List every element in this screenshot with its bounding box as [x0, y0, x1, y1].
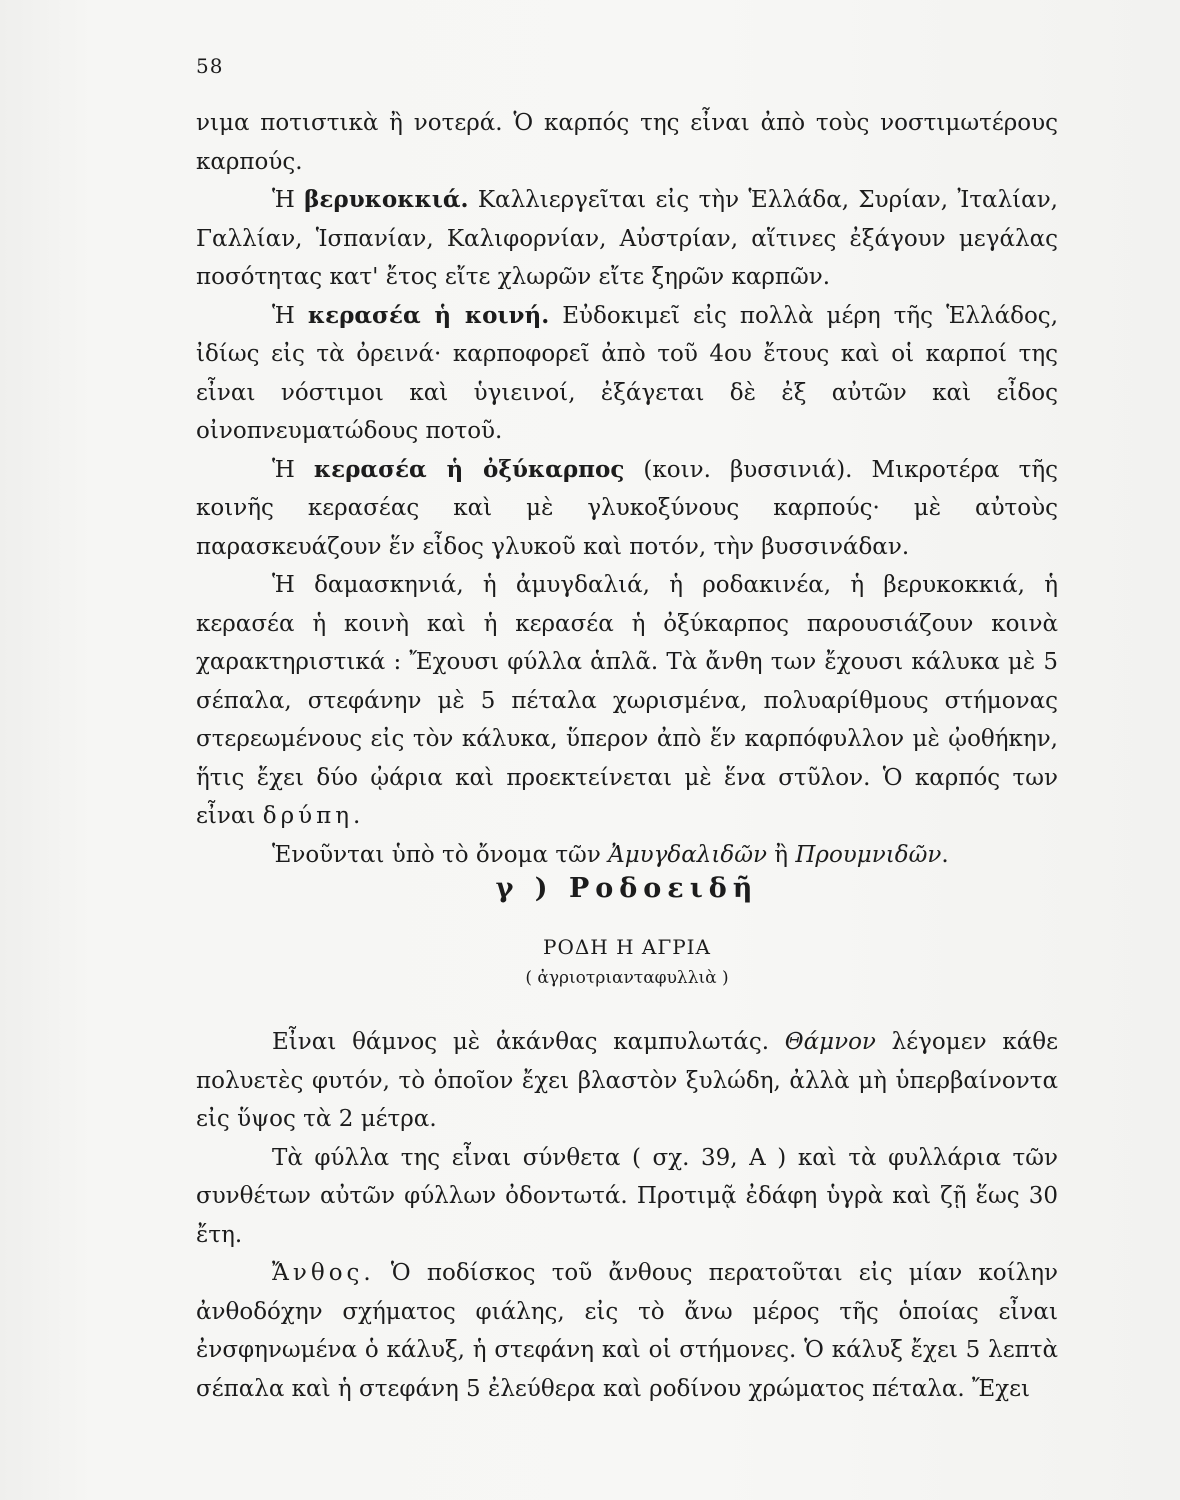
paragraph-text: Ἑνοῦνται ὑπὸ τὸ ὄνομα τῶν — [272, 841, 609, 868]
paragraph-apricot — [196, 181, 1058, 297]
paragraph-text: Εὐδοκιμεῖ εἰς πολλὰ μέρη τῆς Ἑλλάδος, ἰδίως εἰς τὰ ὀρεινά· καρποφορεῖ ἀπὸ τοῦ 4ου ἔτους καὶ οἱ καρποί της εἶναι νόστιμοι καὶ ὑγιεινοί, ἐξάγεται δὲ ἐξ αὐτῶν καὶ εἶδος οἰνοπνευματώδους ποτοῦ. — [196, 302, 1059, 444]
paragraph-lead: Ἡ — [272, 456, 314, 483]
paragraph-flower — [196, 1254, 1058, 1408]
family-name: Προυμνιδῶν — [795, 841, 942, 868]
spaced-term: δρύπη — [262, 803, 354, 829]
paragraph-text: Ἡ δαμασκηνιά, ἡ ἀμυγδαλιά, ἡ ροδακινέα, ἡ βερυκοκκιά, ἡ κερασέα ἡ κοινὴ καὶ ἡ κερασέα ἡ ὀξύκαρπος παρουσιάζουν κοινὰ χαρακτηριστικά : Ἔχουσι φύλλα ἁπλᾶ. Τὰ ἄνθη των ἔχουσι κάλυκα μὲ 5 σέπαλα, στεφάνην μὲ 5 πέταλα χωρισμένα, πολυαρίθμους στήμονας στερεωμένους εἰς τὸν κάλυκα, ὕπερον ἀπὸ ἕν καρπόφυλλον μὲ ᾠοθήκην, ἥτις ἔχει δύο ᾠάρια καὶ προεκτείνεται μὲ ἕνα στῦλον. Ὁ καρπός των εἶναι — [196, 572, 1058, 829]
species-name: βερυκοκκιά. — [304, 186, 469, 213]
paragraph-sweet-cherry — [196, 297, 1058, 451]
species-name: κερασέα ἡ ὀξύκαρπος — [313, 455, 625, 483]
paragraph-common-traits — [196, 566, 1058, 836]
lower-text-block — [196, 1023, 1058, 1408]
paragraph-sour-cherry — [196, 451, 1058, 567]
paragraph-text: (κοιν. βυσσινιά). Μικροτέρα τῆς κοινῆς κερασέας καὶ μὲ γλυκοξύνους καρπούς· μὲ αὐτοὺς παρασκευάζουν ἕν εἶδος γλυκοῦ καὶ ποτόν, τὴν βυσσινάδαν. — [196, 456, 1058, 560]
paragraph-text: νιμα ποτιστικὰ ἢ νοτερά. Ὁ καρπός της εἶναι ἀπὸ τοὺς νοστιμωτέρους καρπούς. — [196, 110, 1058, 175]
paragraph-lead: Ἡ — [272, 302, 308, 329]
defined-term: Θάμνον — [784, 1029, 876, 1055]
paragraph-lead: Ἡ — [272, 187, 305, 213]
paragraph-family-names — [196, 836, 1058, 875]
plant-subtitle: ( ἀγριοτριανταφυλλιὰ ) — [525, 968, 729, 988]
plant-title: ΡΟΔΗ Η ΑΓΡΙΑ — [542, 935, 711, 959]
paragraph-text: Εἶναι θάμνος μὲ ἀκάνθας καμπυλωτάς. — [272, 1029, 785, 1055]
paragraph-text: ἢ — [766, 841, 796, 868]
section-heading: γ ) Ροδοειδῆ — [495, 873, 759, 904]
page-number: 58 — [196, 54, 224, 78]
paragraph-text: Καλλιεργεῖται εἰς τὴν Ἑλλάδα, Συρίαν, Ἰταλίαν, Γαλλίαν, Ἱσπανίαν, Καλιφορνίαν, Αὐστρίαν, αἵτινες ἐξάγουν μεγάλας ποσότητας κατ' ἔτος εἴτε χλωρῶν εἴτε ξηρῶν καρπῶν. — [196, 187, 1058, 290]
paragraph-end: . — [941, 841, 949, 868]
paragraph-end: . — [353, 803, 361, 829]
family-name: Ἀμυγδαλιδῶν — [608, 841, 767, 868]
paragraph-shrub-definition — [196, 1023, 1058, 1139]
paragraph-continuation — [196, 104, 1058, 181]
paragraph-text: λέγομεν κάθε πολυετὲς φυτόν, τὸ ὁποῖον ἔχει βλαστὸν ξυλώδη, ἀλλὰ μὴ ὑπερβαίνοντα εἰς ὕψος τὰ 2 μέτρα. — [196, 1029, 1058, 1132]
paragraph-text: Τὰ φύλλα της εἶναι σύνθετα ( σχ. 39, Α ) καὶ τὰ φυλλάρια τῶν συνθέτων αὐτῶν φύλλων ὀδοντωτά. Προτιμᾷ ἐδάφη ὑγρὰ καὶ ζῇ ἕως 30 ἔτη. — [196, 1144, 1058, 1248]
species-name: κερασέα ἡ κοινή. — [307, 301, 550, 329]
spaced-term: Ἄνθος. — [272, 1260, 375, 1286]
paragraph-leaves — [196, 1139, 1058, 1255]
upper-text-block — [196, 104, 1058, 874]
paragraph-text: Ὁ ποδίσκος τοῦ ἄνθους περατοῦται εἰς μίαν κοίλην ἀνθοδόχην σχήματος φιάλης, εἰς τὸ ἄνω μέρος τῆς ὁποίας εἶναι ἐνσφηνωμένα ὁ κάλυξ, ἡ στεφάνη καὶ οἱ στήμονες. Ὁ κάλυξ ἔχει 5 λεπτὰ σέπαλα καὶ ἡ στεφάνη 5 ἐλεύθερα καὶ ροδίνου χρώματος πέταλα. Ἔχει — [196, 1260, 1058, 1402]
